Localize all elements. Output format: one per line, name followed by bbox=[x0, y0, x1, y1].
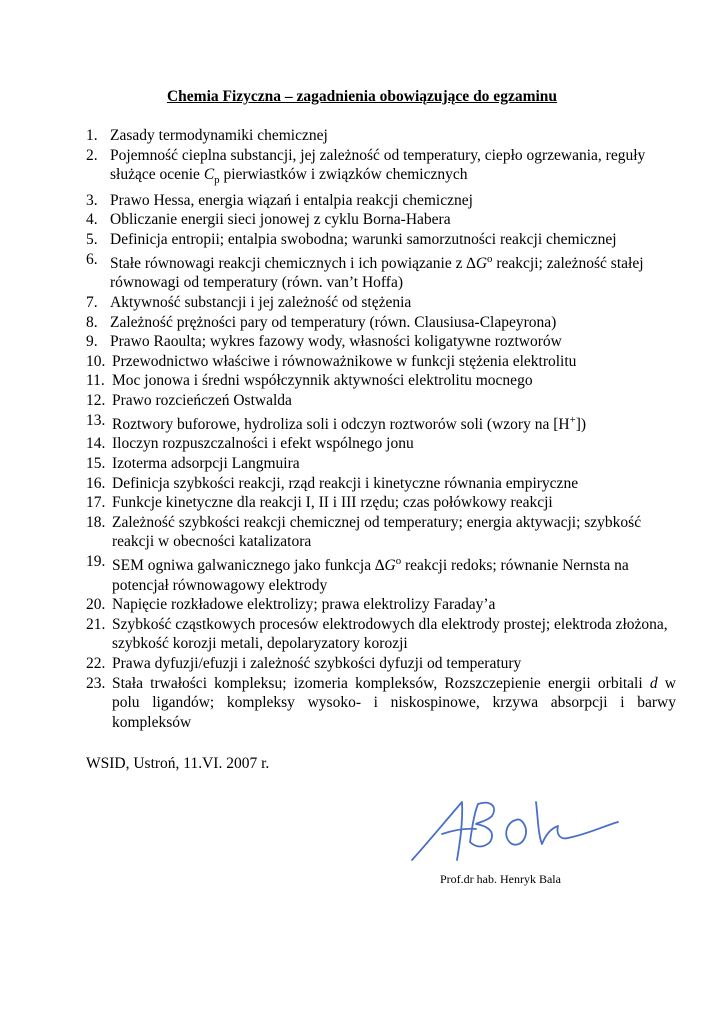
item-number: 20. bbox=[86, 596, 106, 614]
item-text-part: Stałe równowagi reakcji chemicznych i ich powiązanie z bbox=[110, 254, 467, 272]
item-text: Zasady termodynamiki chemicznej bbox=[110, 127, 328, 144]
item-text-part: pierwiastków i związków chemicznych bbox=[219, 166, 468, 184]
item-text-part: reakcji; zależność stałej równowagi od temperatury (równ. van’t Hoffa) bbox=[110, 254, 644, 292]
list-item bbox=[86, 191, 676, 211]
list-item bbox=[86, 210, 676, 230]
item-number: 8. bbox=[86, 313, 98, 331]
item-text: Przewodnictwo właściwe i równoważnikowe w funkcji stężenia elektrolitu bbox=[112, 352, 577, 370]
item-text: Szybkość cząstkowych procesów elektrodowych dla elektrody prostej; elektroda złożona, szybkość korozji metali, depolaryzatory korozji bbox=[112, 615, 668, 653]
item-number: 16. bbox=[86, 474, 106, 492]
item-text-part: w polu ligandów; kompleksy wysoko- i niskospinowe, krzywa absorpcji i barwy kompleksów bbox=[112, 674, 676, 731]
list-item bbox=[86, 332, 676, 352]
item-number: 15. bbox=[86, 454, 106, 472]
item-text: Prawo Hessa, energia wiązań i entalpia reakcji chemicznej bbox=[110, 191, 473, 209]
item-text bbox=[110, 146, 676, 191]
list-item bbox=[86, 595, 676, 615]
item-number: 3. bbox=[86, 191, 98, 209]
item-text-part: Stała trwałości kompleksu; izomeria kompleksów, Rozszczepienie energii orbitali bbox=[112, 674, 650, 692]
item-symbol: ∆G bbox=[466, 254, 488, 272]
list-item bbox=[86, 454, 676, 474]
item-number: 18. bbox=[86, 513, 106, 531]
handwritten-signature bbox=[408, 788, 622, 866]
list-item bbox=[86, 552, 676, 595]
signer-name: Prof.dr hab. Henryk Bala bbox=[440, 872, 561, 886]
place-and-date: WSID, Ustroń, 11.VI. 2007 r. bbox=[86, 755, 270, 772]
item-text bbox=[112, 411, 676, 435]
item-symbol: d bbox=[649, 674, 658, 692]
item-number: 11. bbox=[86, 372, 105, 390]
item-superscript: o bbox=[395, 554, 402, 567]
exam-topics-list bbox=[86, 126, 676, 732]
item-text: Moc jonowa i średni współczynnik aktywności elektrolitu mocnego bbox=[112, 372, 533, 390]
item-number: 7. bbox=[86, 294, 98, 311]
item-text: Izoterma adsorpcji Langmuira bbox=[112, 454, 300, 472]
item-superscript: + bbox=[569, 413, 576, 426]
item-number: 1. bbox=[86, 127, 98, 144]
list-item bbox=[86, 615, 676, 654]
item-number: 13. bbox=[86, 411, 106, 429]
list-item bbox=[86, 391, 676, 411]
item-text-part: SEM ogniwa galwanicznego jako funkcja bbox=[112, 557, 375, 575]
list-item bbox=[86, 293, 676, 313]
list-item bbox=[86, 352, 676, 372]
item-text: Definicja entropii; entalpia swobodna; warunki samorzutności reakcji chemicznej bbox=[110, 231, 617, 249]
item-number: 5. bbox=[86, 231, 98, 249]
item-number: 9. bbox=[86, 333, 98, 351]
item-text: Iloczyn rozpuszczalności i efekt wspólnego jonu bbox=[112, 435, 414, 453]
list-item bbox=[86, 146, 676, 191]
list-item bbox=[86, 654, 676, 674]
item-text-part: ]) bbox=[575, 415, 587, 433]
item-text: Aktywność substancji i jej zależność od stężenia bbox=[110, 294, 412, 311]
item-text: Prawa dyfuzji/efuzji i zależność szybkości dyfuzji od temperatury bbox=[112, 655, 522, 672]
item-symbol: C bbox=[203, 166, 215, 184]
list-item bbox=[86, 674, 676, 733]
item-text bbox=[110, 250, 676, 293]
list-item bbox=[86, 513, 676, 552]
document-title: Chemia Fizyczna – zagadnienia obowiązujące do egzaminu bbox=[166, 88, 558, 105]
item-number: 4. bbox=[86, 211, 98, 229]
item-number: 14. bbox=[86, 435, 106, 453]
list-item bbox=[86, 493, 676, 513]
item-number: 6. bbox=[86, 250, 98, 268]
item-text: Napięcie rozkładowe elektrolizy; prawa elektrolizy Faraday’a bbox=[112, 596, 496, 614]
item-text-part: Roztwory buforowe, hydroliza soli i odczyn roztworów soli (wzory na [H bbox=[112, 415, 570, 433]
item-text bbox=[112, 674, 676, 733]
item-text bbox=[112, 552, 676, 595]
list-item bbox=[86, 250, 676, 293]
item-number: 10. bbox=[86, 352, 106, 370]
item-text: Obliczanie energii sieci jonowej z cyklu Borna-Habera bbox=[110, 211, 451, 229]
list-item bbox=[86, 126, 676, 146]
item-number: 19. bbox=[86, 552, 106, 570]
item-text: Prawo rozcieńczeń Ostwalda bbox=[112, 391, 292, 409]
item-symbol: ∆G bbox=[375, 557, 396, 575]
item-text: Funkcje kinetyczne dla reakcji I, II i III rzędu; czas połówkowy reakcji bbox=[112, 494, 553, 512]
list-item bbox=[86, 313, 676, 333]
list-item bbox=[86, 474, 676, 494]
item-text: Prawo Raoulta; wykres fazowy wody, własności koligatywne roztworów bbox=[110, 333, 562, 351]
item-text-part: Pojemność cieplna substancji, jej zależność od temperatury, ciepło ogrzewania, reguły służące ocenie bbox=[110, 146, 646, 184]
item-text: Zależność szybkości reakcji chemicznej od temperatury; energia aktywacji; szybkość reakcji w obecności katalizatora bbox=[112, 513, 642, 551]
list-item bbox=[86, 411, 676, 435]
item-text-part: reakcji redoks; równanie Nernsta na potencjał równowagowy elektrody bbox=[112, 557, 629, 594]
item-subscript: p bbox=[214, 174, 220, 187]
item-number: 12. bbox=[86, 391, 106, 409]
item-number: 2. bbox=[86, 146, 98, 164]
list-item bbox=[86, 434, 676, 454]
list-item bbox=[86, 371, 676, 391]
item-number: 22. bbox=[86, 655, 106, 672]
item-number: 23. bbox=[86, 674, 106, 692]
item-text: Zależność prężności pary od temperatury (równ. Clausiusa-Clapeyrona) bbox=[110, 313, 557, 331]
item-number: 21. bbox=[86, 615, 106, 633]
item-number: 17. bbox=[86, 494, 106, 512]
item-superscript: o bbox=[487, 252, 493, 265]
item-text: Definicja szybkości reakcji, rząd reakcji i kinetyczne równania empiryczne bbox=[112, 474, 579, 492]
list-item bbox=[86, 230, 676, 250]
